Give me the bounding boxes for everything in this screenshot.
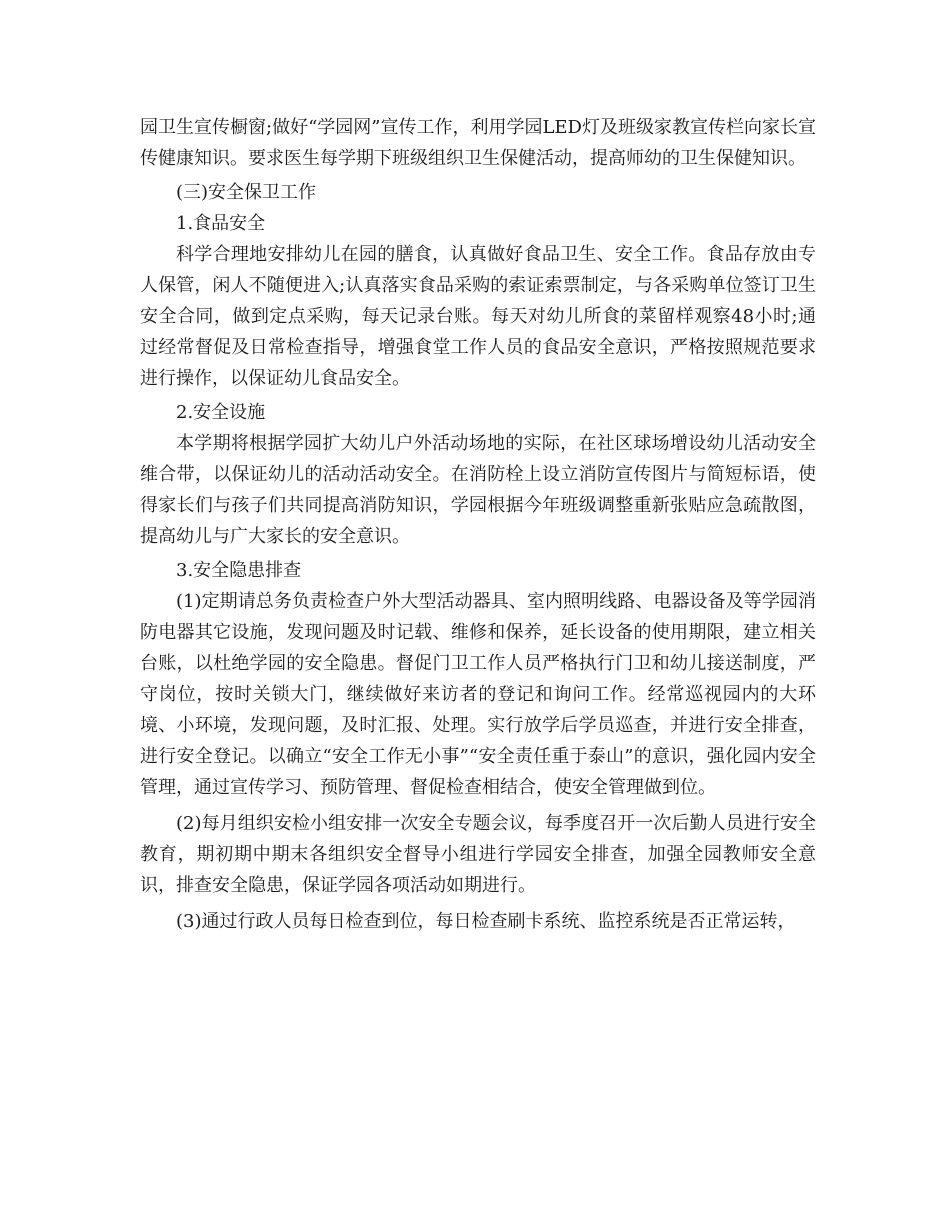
paragraph-safety-facilities: 本学期将根据学园扩大幼儿户外活动场地的实际，在社区球场增设幼儿活动安全维合带，以保证幼儿的活动活动安全。在消防栓上设立消防宣传图片与简短标语，使得家长们与孩子们共同提高消防知识，学园根据今年班级调整重新张贴应急疏散图，提高幼儿与广大家长的安全意识。 bbox=[140, 433, 816, 547]
paragraph-hazard-item-1: (1)定期请总务负责检查户外大型活动器具、室内照明线路、电器设备及等学园消防电器其它设施，发现问题及时记载、维修和保养，延长设备的使用期限，建立相关台账，以杜绝学园的安全隐患。督促门卫工作人员严格执行门卫和幼儿接送制度，严守岗位，按时关锁大门，继续做好来访者的登记和询问工作。经常巡视园内的大环境、小环境，发现问题，及时汇报、处理。实行放学后学员巡查，并进行安全排查，进行安全登记。以确立“安全工作无小事”“安全责任重于泰山”的意识，强化园内安全管理，通过宣传学习、预防管理、督促检查相结合，使安全管理做到位。 bbox=[140, 591, 816, 798]
paragraph-hazard-item-2: (2)每月组织安检小组安排一次安全专题会议，每季度召开一次后勤人员进行安全教育，期初期中期末各组织安全督导小组进行学园安全排查，加强全园教师安全意识，排查安全隐患，保证学园各项活动如期进行。 bbox=[140, 813, 816, 896]
paragraph-hazard-item-3: (3)通过行政人员每日检查到位，每日检查刷卡系统、监控系统是否正常运转， bbox=[176, 911, 796, 932]
paragraph-health-promotion: 园卫生宣传橱窗;做好“学园网”宣传工作，利用学园LED灯及班级家教宣传栏向家长宣传健康知识。要求医生每学期下班级组织卫生保健活动，提高师幼的卫生保健知识。 bbox=[140, 117, 816, 169]
document-page bbox=[140, 112, 816, 937]
section-heading-security: (三)安全保卫工作 bbox=[176, 182, 317, 203]
subheading-food-safety: 1.食品安全 bbox=[176, 213, 266, 234]
subheading-hazard-inspection: 3.安全隐患排查 bbox=[176, 560, 302, 581]
paragraph-food-safety: 科学合理地安排幼儿在园的膳食，认真做好食品卫生、安全工作。食品存放由专人保管，闲人不随便进入;认真落实食品采购的索证索票制定，与各采购单位签订卫生安全合同，做到定点采购，每天记录台账。每天对幼儿所食的菜留样观察48小时;通过经常督促及日常检查指导，增强食堂工作人员的食品安全意识，严格按照规范要求进行操作，以保证幼儿食品安全。 bbox=[140, 244, 816, 389]
subheading-safety-facilities: 2.安全设施 bbox=[176, 402, 266, 423]
